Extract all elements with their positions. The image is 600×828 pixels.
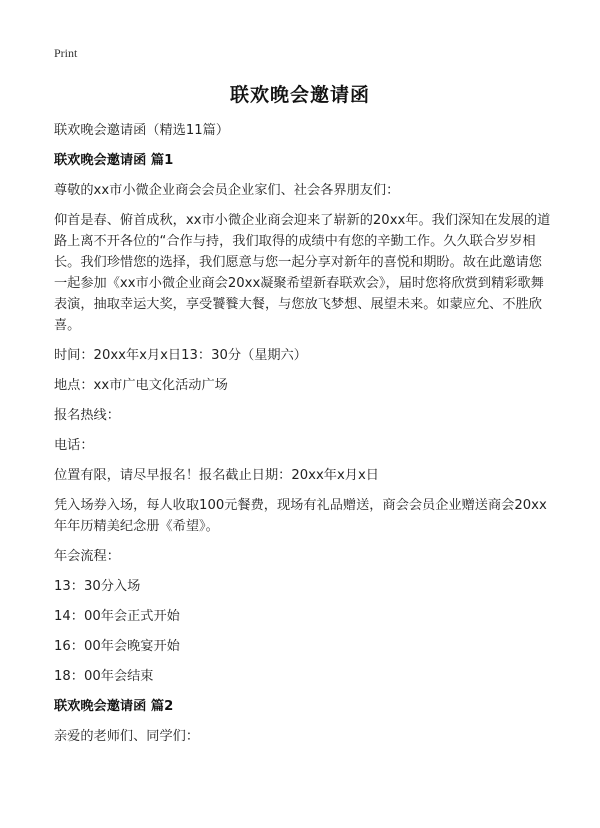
registration-hotline: 报名热线：	[54, 408, 120, 423]
process-step: 16：00年会晚宴开始	[54, 639, 180, 654]
process-step: 18：00年会结束	[54, 669, 154, 684]
process-step: 14：00年会正式开始	[54, 609, 180, 624]
invitation-body-paragraph: 仰首是春、俯首成秋，xx市小微企业商会迎来了崭新的20xx年。我们深知在发展的道路上离不开各位的“合作与持，我们取得的成绩中有您的辛勤工作。久久联合岁岁相长。我们珍惜您的选择，我们愿意与您一起分享对新年的喜悦和期盼。故在此邀请您一起参加《xx市小微企业商会20xx凝聚希望新春联欢会》，届时您将欣赏到精彩歌舞表演，抽取幸运大奖，享受饕餮大餐，与您放飞梦想、展望未来。如蒙应允、不胜欣喜。	[54, 213, 551, 333]
phone-line: 电话：	[54, 438, 94, 453]
greeting-paragraph: 尊敬的xx市小微企业商会会员企业家们、社会各界朋友们：	[54, 183, 400, 198]
process-label: 年会流程：	[54, 549, 120, 564]
ticket-info-paragraph: 凭入场券入场，每人收取100元餐费，现场有礼品赠送，商会会员企业赠送商会20xx年年历精美纪念册《希望》。	[54, 498, 547, 534]
event-location: 地点：xx市广电文化活动广场	[54, 378, 228, 393]
section-heading-2: 联欢晚会邀请函 篇2	[54, 699, 174, 714]
document-title: 联欢晚会邀请函	[229, 84, 370, 106]
section-heading-1: 联欢晚会邀请函 篇1	[54, 153, 174, 168]
print-label: Print	[54, 46, 78, 60]
document-subtitle: 联欢晚会邀请函（精选11篇）	[54, 123, 230, 138]
greeting-paragraph-2: 亲爱的老师们、同学们：	[54, 729, 200, 744]
process-step: 13：30分入场	[54, 579, 141, 594]
event-time: 时间：20xx年x月x日13：30分（星期六）	[54, 348, 307, 363]
registration-deadline: 位置有限，请尽早报名！报名截止日期：20xx年x月x日	[54, 468, 379, 483]
document-body	[54, 120, 554, 756]
